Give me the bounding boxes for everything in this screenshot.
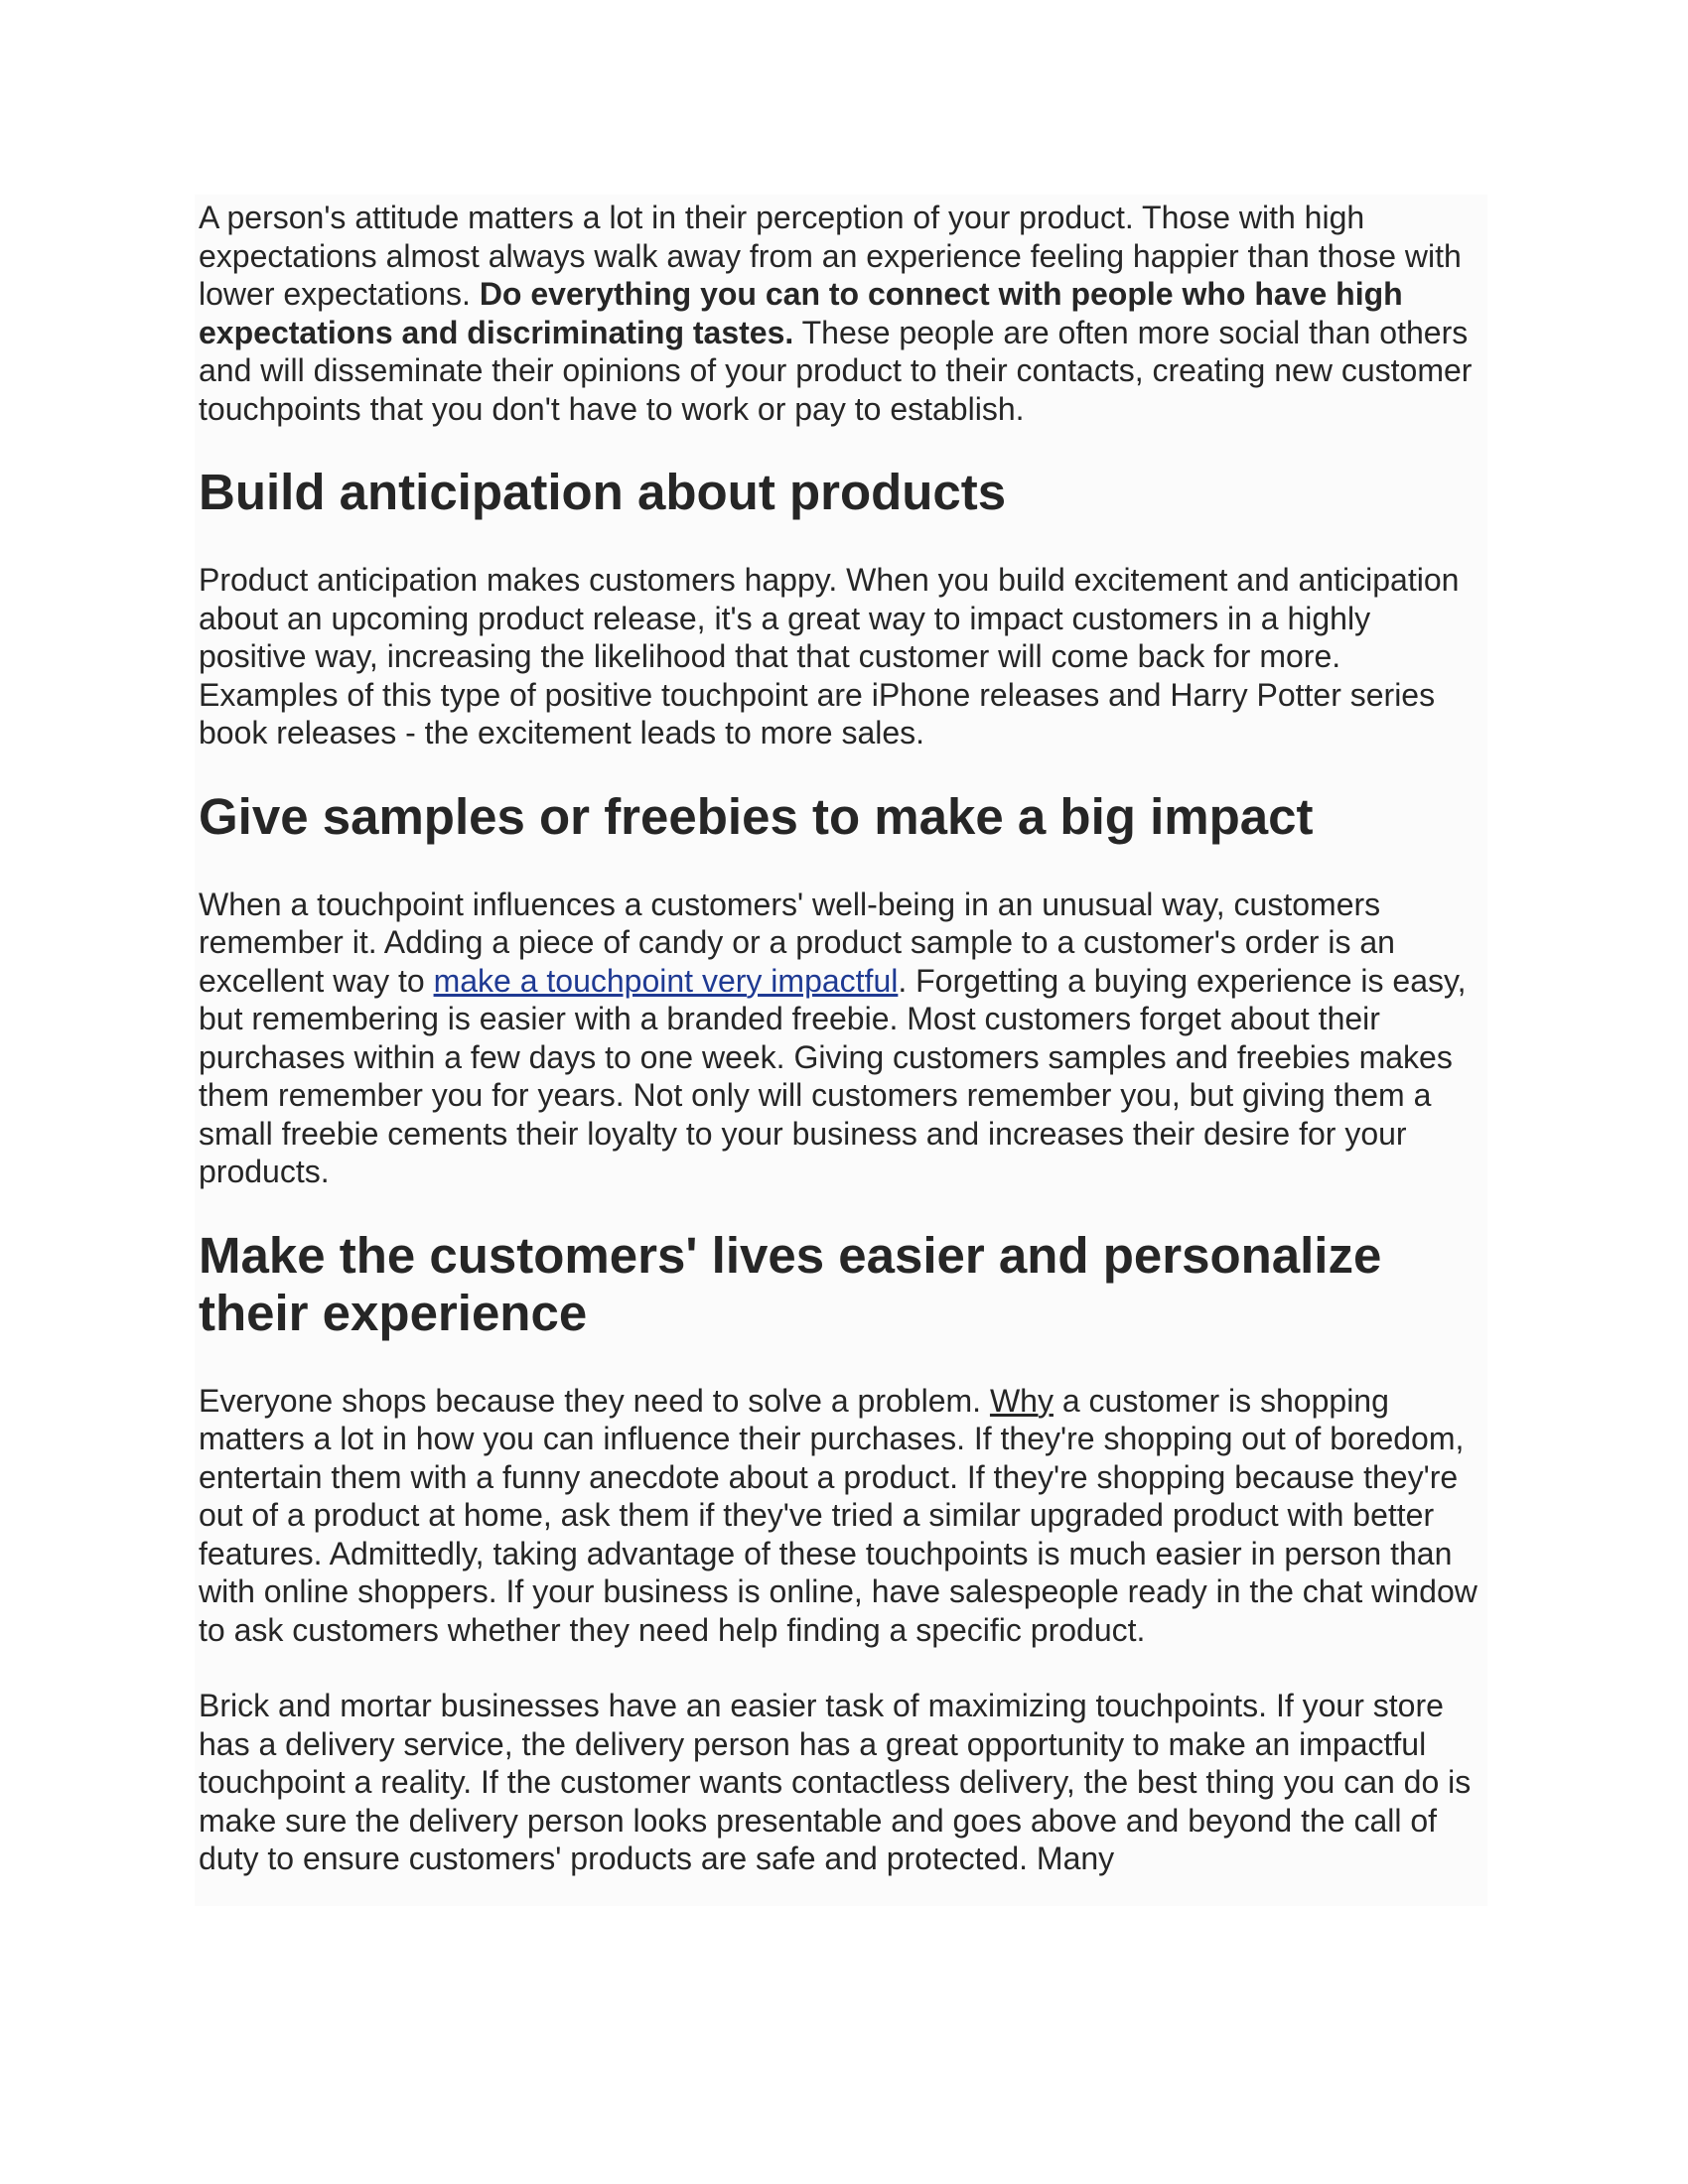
personalize-text-start: Everyone shops because they need to solve a problem. <box>199 1382 990 1419</box>
impactful-touchpoint-link[interactable]: make a touchpoint very impactful <box>433 962 899 999</box>
intro-paragraph <box>199 199 1483 428</box>
why-underlined-text: Why <box>989 1382 1054 1419</box>
personalize-paragraph <box>199 1382 1483 1650</box>
brick-and-mortar-paragraph: Brick and mortar businesses have an easier task of maximizing touchpoints. If your store has a delivery service, the delivery person has a great opportunity to make an impactful touchpoint a reality. If the customer wants contactless delivery, the best thing you can do is make sure the delivery person looks presentable and goes above and beyond the call of duty to ensure customers' products are safe and protected. Many <box>199 1688 1472 1876</box>
anticipation-paragraph: Product anticipation makes customers happy. When you build excitement and anticipation about an upcoming product release, it's a great way to impact customers in a highly positive way, increasing the likelihood that that customer will come back for more. Examples of this type of positive touchpoint are iPhone releases and Harry Potter series book releases - the excitement leads to more sales. <box>199 562 1460 751</box>
heading-give-samples: Give samples or freebies to make a big impact <box>199 787 1314 845</box>
samples-paragraph <box>199 886 1483 1191</box>
heading-personalize-experience: Make the customers' lives easier and personalize their experience <box>199 1226 1382 1341</box>
samples-text-end: . Forgetting a buying experience is easy, but remembering is easier with a branded freebie. Most customers forget about their purchases within a few days to one week. Giving customers samples and freebies makes them remember you for years. Not only will customers remember you, but giving them a small freebie cements their loyalty to your business and increases their desire for your products. <box>199 962 1467 1189</box>
samples-text-start: When a touchpoint influences a customers' well-being in an unusual way, customers remember it. Adding a piece of candy or a product sample to a customer's order is an excellent way to <box>199 886 1395 999</box>
intro-bold-text: Do everything you can to connect with people who have high expectations and discriminating tastes. <box>199 276 1403 350</box>
intro-text-end: These people are often more social than others and will disseminate their opinions of your product to their contacts, creating new customer touchpoints that you don't have to work or pay to establish. <box>199 314 1473 427</box>
intro-text-start: A person's attitude matters a lot in their perception of your product. Those with high expectations almost always walk away from an experience feeling happier than those with lower expectations. <box>199 200 1462 312</box>
personalize-text-end: a customer is shopping matters a lot in how you can influence their purchases. If they're shopping out of boredom, entertain them with a funny anecdote about a product. If they're shopping because they're out of a product at home, ask them if they've tried a similar upgraded product with better features. Admittedly, taking advantage of these touchpoints is much easier in person than with online shoppers. If your business is online, have salespeople ready in the chat window to ask customers whether they need help finding a specific product. <box>199 1382 1477 1648</box>
article-body <box>195 195 1487 1906</box>
heading-build-anticipation: Build anticipation about products <box>199 464 1007 520</box>
